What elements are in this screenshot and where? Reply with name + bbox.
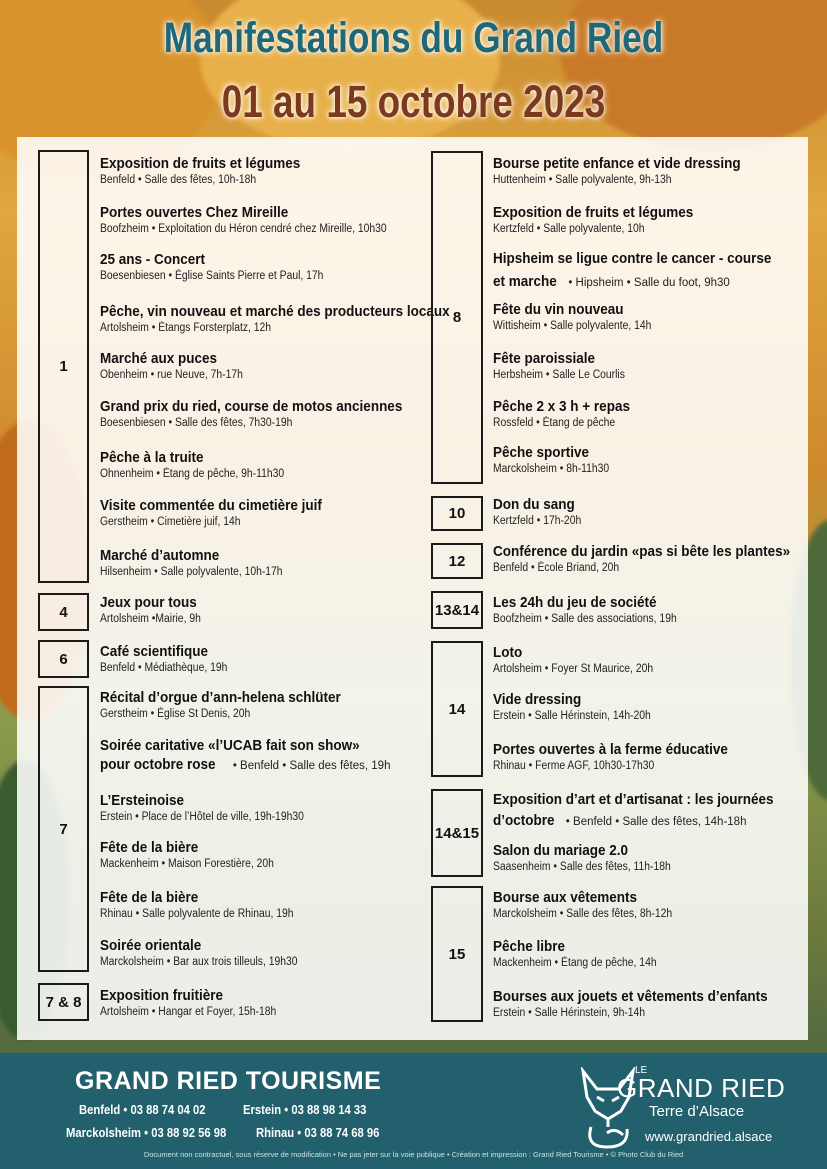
- event-detail: • Benfeld • Salle des fêtes, 14h-18h: [565, 816, 747, 828]
- event-title: Marché aux puces: [100, 350, 218, 367]
- event-title: Soirée caritative «l’UCAB fait son show»: [100, 737, 360, 754]
- event: [100, 302, 450, 336]
- event: [100, 496, 430, 530]
- event-detail: Marckolsheim • 8h-11h30: [493, 463, 610, 475]
- event-detail: Mackenheim • Maison Forestière, 20h: [100, 858, 274, 870]
- event: [493, 937, 803, 971]
- page-title: Manifestations du Grand Ried: [163, 14, 664, 62]
- event-title: Les 24h du jeu de société: [493, 594, 657, 611]
- event-detail: Marckolsheim • Salle des fêtes, 8h-12h: [493, 908, 673, 920]
- event-detail: Ohnenheim • Étang de pêche, 9h-11h30: [100, 468, 285, 480]
- event: [493, 300, 803, 334]
- event-title: L’Ersteinoise: [100, 792, 185, 809]
- day-box: 1: [38, 150, 89, 583]
- event-title-continued: pour octobre rose: [100, 756, 216, 773]
- event: [100, 986, 430, 1020]
- event-detail: Huttenheim • Salle polyvalente, 9h-13h: [493, 174, 672, 186]
- event-detail: Marckolsheim • Bar aux trois tilleuls, 19h30: [100, 956, 298, 968]
- event-title: Pêche à la truite: [100, 449, 204, 466]
- event-title: Portes ouvertes Chez Mireille: [100, 204, 289, 221]
- contact-phone: 03 88 98 14 33: [291, 1103, 367, 1117]
- event: [493, 690, 803, 724]
- event: [493, 790, 803, 830]
- event-title-continued: d’octobre: [493, 812, 555, 829]
- event: [493, 349, 803, 383]
- event-title-continued: et marche: [493, 273, 557, 290]
- event-detail: Kertzfeld • Salle polyvalente, 10h: [493, 223, 645, 235]
- event-title: Bourse aux vêtements: [493, 889, 638, 906]
- event-title: Vide dressing: [493, 691, 582, 708]
- event-title: Exposition d’art et d’artisanat : les journées: [493, 791, 774, 808]
- event-title: Visite commentée du cimetière juif: [100, 497, 322, 514]
- event: [100, 250, 430, 284]
- event: [493, 593, 803, 627]
- event-title: Hipsheim se ligue contre le cancer - course: [493, 250, 772, 267]
- day-box: 10: [431, 496, 483, 531]
- event-title: Jeux pour tous: [100, 594, 197, 611]
- event: [493, 987, 803, 1021]
- day-box: 15: [431, 886, 483, 1022]
- website-link[interactable]: www.grandried.alsace: [645, 1129, 773, 1144]
- event: [493, 740, 803, 774]
- contact-city: Rhinau: [256, 1126, 295, 1140]
- event-title: Pêche, vin nouveau et marché des producteurs locaux: [100, 303, 450, 320]
- event-title: 25 ans - Concert: [100, 251, 206, 268]
- event-detail: Erstein • Salle Hérinstein, 9h-14h: [493, 1007, 646, 1019]
- event-title: Pêche sportive: [493, 444, 590, 461]
- event-title: Bourses aux jouets et vêtements d’enfants: [493, 988, 768, 1005]
- contact-phone: 03 88 74 04 02: [130, 1103, 206, 1117]
- event-title: Loto: [493, 644, 523, 661]
- day-box: 4: [38, 593, 89, 631]
- contact-benfeld: Benfeld • 03 88 74 04 02: [79, 1103, 206, 1117]
- event: [100, 642, 430, 676]
- day-box: 13&14: [431, 591, 483, 629]
- event-detail: • Hipsheim • Salle du foot, 9h30: [568, 277, 730, 289]
- event: [100, 448, 430, 482]
- event: [100, 688, 430, 722]
- day-box: 7 & 8: [38, 983, 89, 1021]
- event: [493, 841, 803, 875]
- event-title: Pêche 2 x 3 h + repas: [493, 398, 630, 415]
- event-title: Café scientifique: [100, 643, 209, 660]
- event-title: Don du sang: [493, 496, 575, 513]
- event-detail: Boesenbiesen • Salle des fêtes, 7h30-19h: [100, 417, 293, 429]
- event-title: Soirée orientale: [100, 937, 202, 954]
- event-title: Salon du mariage 2.0: [493, 842, 629, 859]
- event-detail: Mackenheim • Étang de pêche, 14h: [493, 957, 657, 969]
- event-title: Bourse petite enfance et vide dressing: [493, 155, 741, 172]
- event-detail: Obenheim • rue Neuve, 7h-17h: [100, 369, 243, 381]
- event: [100, 791, 430, 825]
- event: [100, 546, 430, 580]
- event-title: Conférence du jardin «pas si bête les plantes»: [493, 543, 791, 560]
- event-detail: Artolsheim •Mairie, 9h: [100, 613, 201, 625]
- day-box: 6: [38, 640, 89, 678]
- contact-marckolsheim: Marckolsheim • 03 88 92 56 98: [66, 1126, 227, 1140]
- event-detail: Hilsenheim • Salle polyvalente, 10h-17h: [100, 566, 283, 578]
- event: [100, 349, 430, 383]
- event-detail: Artolsheim • Foyer St Maurice, 20h: [493, 663, 654, 675]
- grand-ried-logo: [577, 1065, 787, 1155]
- event: [493, 154, 803, 188]
- event-detail: Herbsheim • Salle Le Courlis: [493, 369, 625, 381]
- event-title: Exposition de fruits et légumes: [100, 155, 301, 172]
- date-range: 01 au 15 octobre 2023: [221, 76, 606, 127]
- event: [100, 936, 430, 970]
- event-detail: Boesenbiesen • Église Saints Pierre et Paul, 17h: [100, 270, 324, 282]
- event-detail: • Benfeld • Salle des fêtes, 19h: [232, 760, 391, 772]
- contact-city: Marckolsheim: [66, 1126, 142, 1140]
- event-title: Fête paroissiale: [493, 350, 596, 367]
- event-title: Pêche libre: [493, 938, 566, 955]
- disclaimer: Document non contractuel, sous réserve de modification • Ne pas jeter sur la voie publique • Création et impression : Grand Ried Tourisme • © Photo Club du Ried: [143, 1150, 684, 1159]
- event-detail: Erstein • Salle Hérinstein, 14h-20h: [493, 710, 651, 722]
- day-box: 7: [38, 686, 89, 972]
- contact-erstein: Erstein • 03 88 98 14 33: [243, 1103, 367, 1117]
- event-detail: Benfeld • École Briand, 20h: [493, 562, 620, 574]
- event-title: Grand prix du ried, course de motos anciennes: [100, 398, 403, 415]
- event: [100, 154, 430, 188]
- day-box: 12: [431, 543, 483, 579]
- event: [493, 249, 803, 291]
- day-box: 8: [431, 151, 483, 484]
- event-detail: Rhinau • Salle polyvalente de Rhinau, 19h: [100, 908, 294, 920]
- event-detail: Artolsheim • Étangs Forsterplatz, 12h: [100, 322, 272, 334]
- event-title: Fête du vin nouveau: [493, 301, 624, 318]
- event-detail: Rhinau • Ferme AGF, 10h30-17h30: [493, 760, 655, 772]
- contact-city: Erstein: [243, 1103, 282, 1117]
- event-detail: Artolsheim • Hangar et Foyer, 15h-18h: [100, 1006, 277, 1018]
- event: [493, 643, 803, 677]
- event-title: Exposition fruitière: [100, 987, 224, 1004]
- event-detail: Benfeld • Médiathèque, 19h: [100, 662, 228, 674]
- event: [493, 888, 803, 922]
- event-detail: Rossfeld • Étang de pêche: [493, 417, 616, 429]
- event-detail: Gerstheim • Église St Denis, 20h: [100, 708, 251, 720]
- brand-name: GRAND RIED TOURISME: [75, 1067, 382, 1095]
- event-detail: Erstein • Place de l’Hôtel de ville, 19h-19h30: [100, 811, 304, 823]
- event-title: Fête de la bière: [100, 839, 199, 856]
- event-title: Marché d’automne: [100, 547, 220, 564]
- contact-city: Benfeld: [79, 1103, 121, 1117]
- event: [493, 443, 803, 477]
- event-detail: Boofzheim • Salle des associations, 19h: [493, 613, 677, 625]
- event: [100, 203, 430, 237]
- event-detail: Saasenheim • Salle des fêtes, 11h-18h: [493, 861, 671, 873]
- event: [493, 495, 803, 529]
- contact-phone: 03 88 74 68 96: [304, 1126, 380, 1140]
- event-title: Portes ouvertes à la ferme éducative: [493, 741, 728, 758]
- event: [100, 838, 430, 872]
- event: [493, 397, 803, 431]
- event-detail: Kertzfeld • 17h-20h: [493, 515, 582, 527]
- event: [100, 593, 430, 627]
- event: [100, 397, 430, 431]
- day-box: 14: [431, 641, 483, 777]
- logo-subtitle: Terre d’Alsace: [649, 1103, 745, 1120]
- event: [493, 542, 803, 576]
- event-title: Récital d’orgue d’ann-helena schlüter: [100, 689, 341, 706]
- event-title: Exposition de fruits et légumes: [493, 204, 694, 221]
- logo-le: LE: [635, 1065, 648, 1076]
- event-detail: Boofzheim • Exploitation du Héron cendré chez Mireille, 10h30: [100, 223, 387, 235]
- event-detail: Gerstheim • Cimetière juif, 14h: [100, 516, 241, 528]
- event: [100, 888, 430, 922]
- contact-phone: 03 88 92 56 98: [151, 1126, 227, 1140]
- contact-rhinau: Rhinau • 03 88 74 68 96: [256, 1126, 380, 1140]
- event-detail: Benfeld • Salle des fêtes, 10h-18h: [100, 174, 257, 186]
- event-detail: Wittisheim • Salle polyvalente, 14h: [493, 320, 652, 332]
- day-box: 14&15: [431, 789, 483, 877]
- logo-name: GRAND RIED: [617, 1073, 786, 1103]
- event-title: Fête de la bière: [100, 889, 199, 906]
- event: [493, 203, 803, 237]
- event: [100, 736, 430, 774]
